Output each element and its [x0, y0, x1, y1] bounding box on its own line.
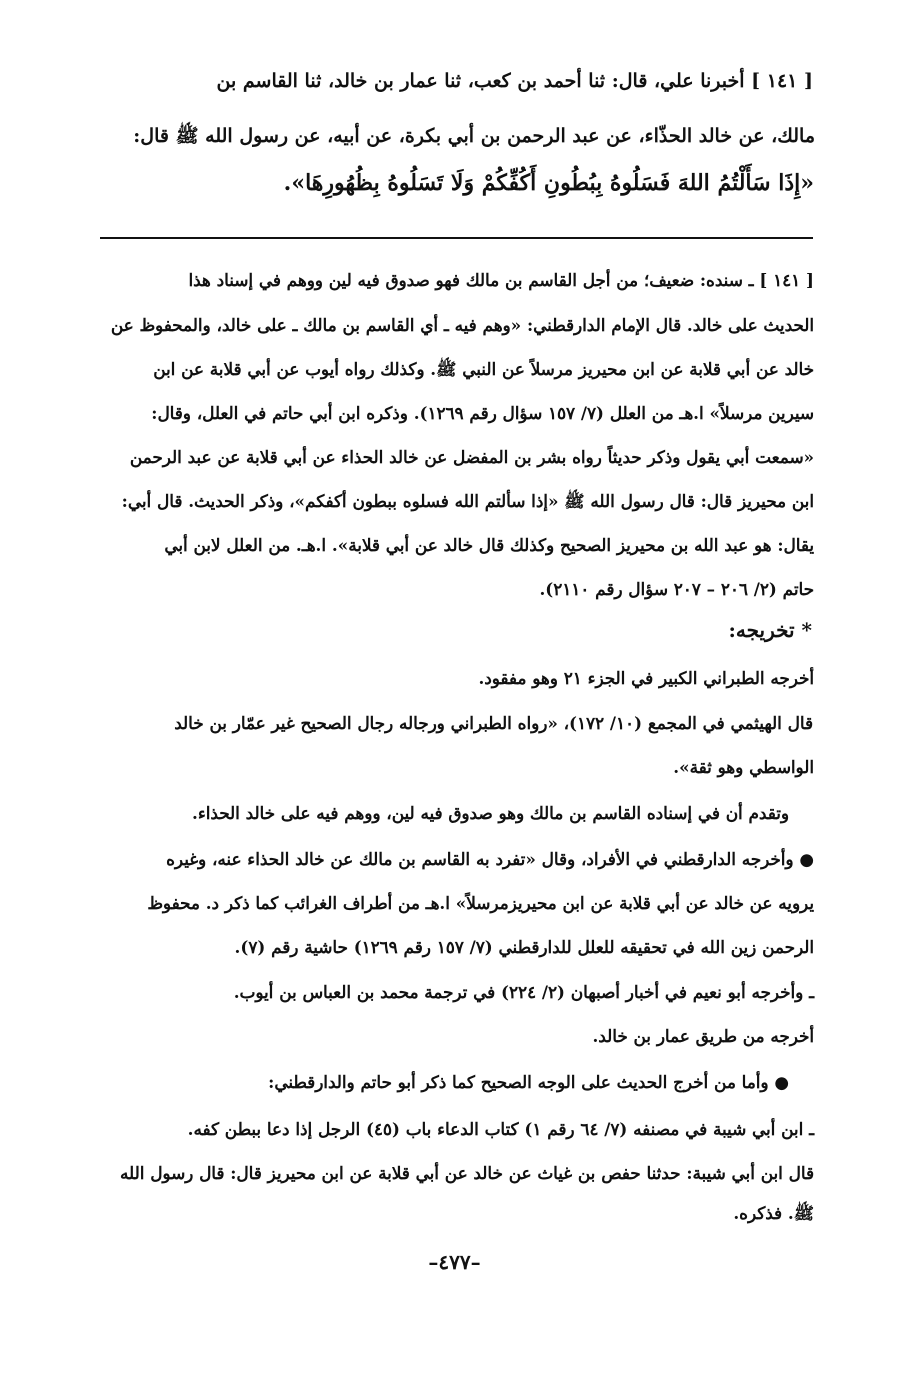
- takhrij-line: أخرجه من طريق عمار بن خالد.: [592, 1026, 814, 1046]
- section-heading: * تخريجه:: [728, 618, 812, 642]
- note-line: [ ١٤١ ] ـ سنده: ضعيف؛ من أجل القاسم بن مالك فهو صدوق فيه لين ووهم في إسناد هذا: [188, 270, 814, 290]
- note-line: ابن محيريز قال: قال رسول الله ﷺ «إذا سألتم الله فسلوه ببطون أكفكم»، وذكر الحديث. قال أبي:: [121, 491, 814, 511]
- note-line: «سمعت أبي يقول وذكر حديثاً رواه بشر بن المفضل عن خالد الحذاء عن أبي قلابة عن عبد الرحمن: [129, 447, 814, 467]
- takhrij-line: الرحمن زين الله في تحقيقه للعلل للدارقطني (٧/ ١٥٧ رقم ١٢٦٩) حاشية رقم (٧).: [234, 937, 814, 957]
- footnote-divider: [100, 237, 813, 239]
- takhrij-line: ـ ابن أبي شيبة في مصنفه (٧/ ٦٤ رقم ١) كتاب الدعاء باب (٤٥) الرجل إذا دعا ببطن كفه.: [187, 1119, 814, 1139]
- note-line: خالد عن أبي قلابة عن ابن محيريز مرسلاً عن النبي ﷺ. وكذلك رواه أيوب عن أبي قلابة عن ابن: [153, 359, 814, 379]
- hadith-line: [ ١٤١ ] أخبرنا علي، قال: ثنا أحمد بن كعب، ثنا عمار بن خالد، ثنا القاسم بن: [216, 70, 813, 92]
- note-line: سيرين مرسلاً» ا.هـ من العلل (٧/ ١٥٧ سؤال رقم ١٢٦٩). وذكره ابن أبي حاتم في العلل، وقال:: [151, 403, 814, 423]
- hadith-quote-line: «إِذَا سَأَلْتُمُ اللهَ فَسَلُوهُ بِبُطُونِ أَكُفِّكُمْ وَلَا تَسَلُوهُ بِظُهُورِهَا».: [283, 170, 814, 196]
- note-line: يقال: هو عبد الله بن محيريز الصحيح وكذلك قال خالد عن أبي قلابة». ا.هـ. من العلل لابن أبي: [164, 535, 814, 555]
- takhrij-line: ● وأما من أخرج الحديث على الوجه الصحيح كما ذكر أبو حاتم والدارقطني:: [268, 1072, 789, 1092]
- takhrij-line: ـ وأخرجه أبو نعيم في أخبار أصبهان (٢/ ٢٢٤) في ترجمة محمد بن العباس بن أيوب.: [233, 982, 814, 1002]
- note-line: حاتم (٢/ ٢٠٦ – ٢٠٧ سؤال رقم ٢١١٠).: [539, 579, 814, 599]
- takhrij-line: ﷺ. فذكره.: [733, 1203, 814, 1223]
- takhrij-line: ● وأخرجه الدارقطني في الأفراد، وقال «تفرد به القاسم بن مالك عن خالد الحذاء عنه، وغيره: [166, 849, 814, 869]
- takhrij-line: الواسطي وهو ثقة».: [673, 757, 814, 777]
- takhrij-line: قال الهيثمي في المجمع (١٠/ ١٧٢)، «رواه الطبراني ورجاله رجال الصحيح غير عمّار بن خالد: [174, 713, 813, 733]
- note-line: الحديث على خالد. قال الإمام الدارقطني: «وهم فيه ـ أي القاسم بن مالك ـ على خالد، والمحفوظ عن: [110, 315, 814, 335]
- takhrij-line: قال ابن أبي شيبة: حدثنا حفص بن غياث عن خالد عن أبي قلابة عن ابن محيريز قال: قال رسول الله: [120, 1163, 814, 1183]
- hadith-line: مالك، عن خالد الحذّاء، عن عبد الرحمن بن أبي بكرة، عن أبيه، عن رسول الله ﷺ قال:: [133, 125, 815, 147]
- takhrij-line: يرويه عن خالد عن أبي قلابة عن ابن محيريزمرسلاً» ا.هـ من أطراف الغرائب كما ذكر د. محفوظ: [147, 893, 814, 913]
- takhrij-line: أخرجه الطبراني الكبير في الجزء ٢١ وهو مفقود.: [478, 668, 814, 688]
- page-number: –٤٧٧–: [428, 1250, 481, 1274]
- takhrij-line: وتقدم أن في إسناده القاسم بن مالك وهو صدوق فيه لين، ووهم فيه على خالد الحذاء.: [191, 803, 789, 823]
